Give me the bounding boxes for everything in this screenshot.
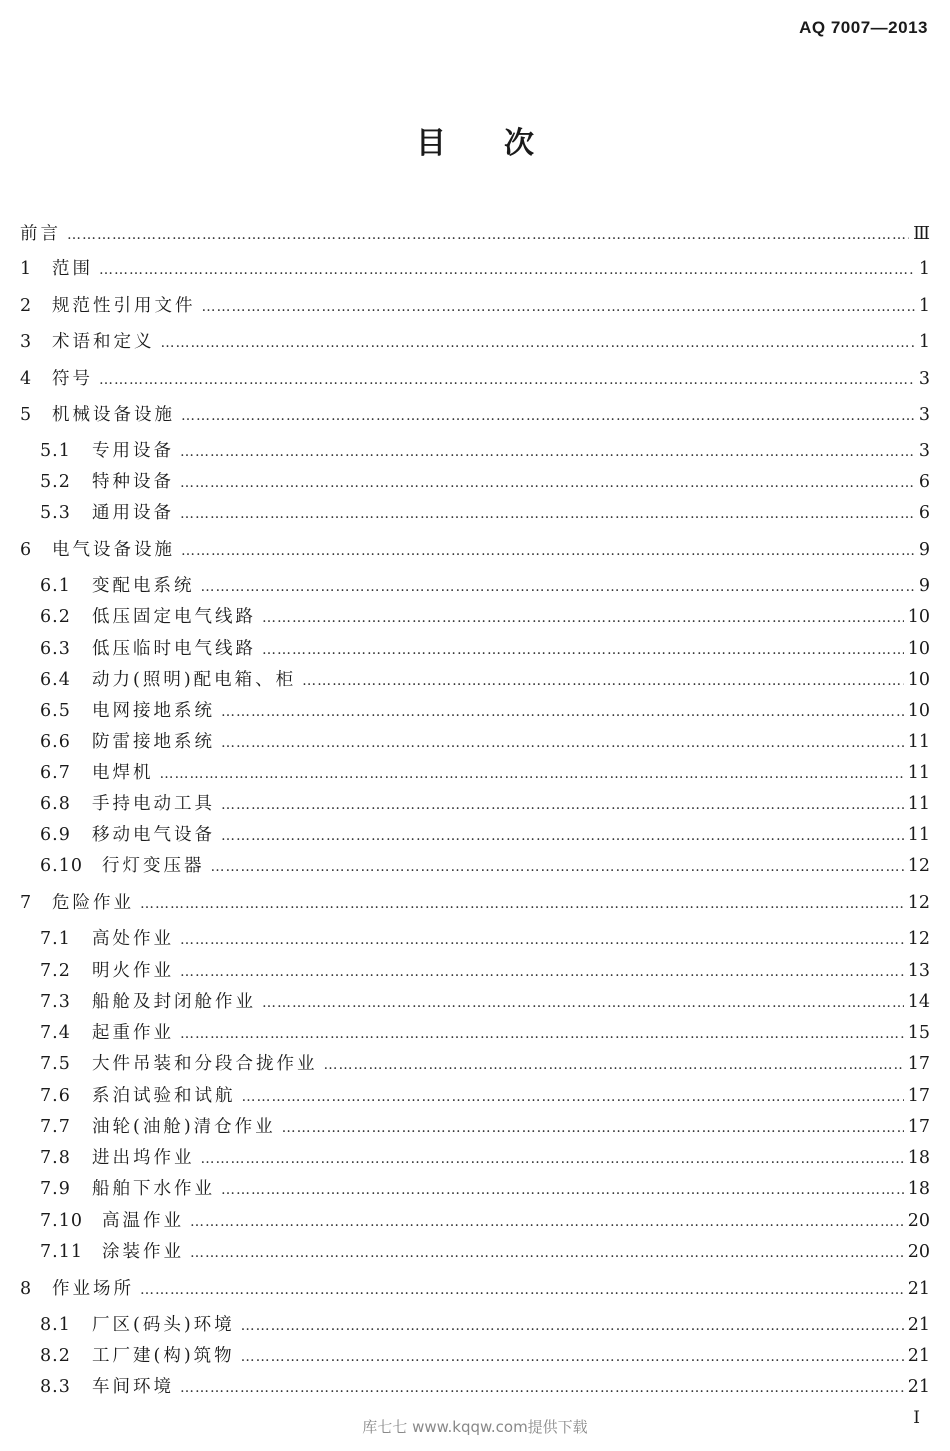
dot-leader (241, 1344, 904, 1370)
dot-leader (262, 605, 904, 631)
toc-entry-number: 8.1 (40, 1315, 71, 1335)
toc-entry-title: 大件吊装和分段合拢作业 (92, 1054, 318, 1074)
toc-entry-page: 21 (907, 1346, 930, 1366)
toc-entry-title: 机械设备设施 (52, 405, 175, 425)
toc-entry-page: 1 (918, 259, 930, 279)
toc-entry[interactable] (40, 1374, 930, 1400)
toc-entry[interactable] (40, 667, 930, 693)
toc-entry-number: 7.4 (40, 1023, 71, 1043)
toc-entry[interactable] (20, 1276, 930, 1302)
dot-leader (99, 367, 915, 393)
toc-entry-page: 6 (918, 472, 930, 492)
dot-leader (302, 668, 904, 694)
toc-entry-page: 11 (907, 732, 930, 752)
toc-entry-title: 特种设备 (92, 472, 174, 492)
dot-leader (262, 637, 904, 663)
toc-entry[interactable] (40, 1312, 930, 1338)
toc-entry-page: 10 (907, 670, 930, 690)
dot-leader (282, 1115, 904, 1141)
toc-entry[interactable] (40, 573, 930, 599)
toc-entry[interactable] (40, 989, 930, 1015)
toc-entry-title: 低压临时电气线路 (92, 639, 256, 659)
toc-entry[interactable] (40, 469, 930, 495)
toc-entry-number: 7.9 (40, 1179, 71, 1199)
toc-entry-title: 专用设备 (92, 441, 174, 461)
toc-entry[interactable] (40, 500, 930, 526)
toc-entry-page: 21 (907, 1315, 930, 1335)
dot-leader (99, 257, 915, 283)
toc-entry[interactable] (40, 853, 930, 879)
page-number: I (913, 1408, 920, 1428)
toc-entry-title: 动力(照明)配电箱、柜 (92, 670, 297, 690)
dot-leader (201, 1146, 904, 1172)
toc-entry-number: 7.3 (40, 992, 71, 1012)
dot-leader (221, 699, 904, 725)
dot-leader (180, 927, 904, 953)
toc-entry-page: 10 (907, 607, 930, 627)
dot-leader (262, 990, 904, 1016)
toc-entry-page: 12 (907, 929, 930, 949)
toc-entry-title: 范围 (52, 259, 93, 279)
dot-leader (221, 792, 904, 818)
toc-entry-page: Ⅲ (913, 224, 930, 244)
toc-entry-title: 移动电气设备 (92, 825, 215, 845)
toc-entry-page: 18 (907, 1179, 930, 1199)
toc-entry[interactable] (40, 698, 930, 724)
toc-entry-title: 防雷接地系统 (92, 732, 215, 752)
toc-entry-title: 变配电系统 (92, 576, 195, 596)
toc-entry-number: 6.2 (40, 607, 71, 627)
toc-entry[interactable] (40, 822, 930, 848)
toc-entry[interactable] (40, 1145, 930, 1171)
toc-entry-number: 2 (20, 296, 33, 316)
dot-leader (242, 1084, 904, 1110)
toc-entry[interactable] (40, 926, 930, 952)
toc-entry-page: 3 (918, 441, 930, 461)
toc-entry-number: 7.1 (40, 929, 71, 949)
toc-entry-number: 5.1 (40, 441, 71, 461)
toc-entry-title: 术语和定义 (52, 332, 155, 352)
toc-entry[interactable] (40, 958, 930, 984)
toc-entry-number: 7.10 (40, 1211, 83, 1231)
toc-entry-title: 系泊试验和试航 (92, 1086, 236, 1106)
dot-leader (140, 891, 904, 917)
toc-entry[interactable] (20, 402, 930, 428)
toc-entry[interactable] (40, 1020, 930, 1046)
toc-entry-title: 行灯变压器 (102, 856, 205, 876)
toc-entry-title: 船舱及封闭舱作业 (92, 992, 256, 1012)
toc-entry[interactable] (40, 1176, 930, 1202)
dot-leader (161, 330, 915, 356)
toc-entry-number: 6.6 (40, 732, 71, 752)
toc-entry-number: 6.5 (40, 701, 71, 721)
toc-entry[interactable] (40, 438, 930, 464)
dot-leader (190, 1209, 904, 1235)
toc-entry[interactable] (40, 729, 930, 755)
toc-entry-page: 17 (907, 1054, 930, 1074)
toc-entry-number: 5.2 (40, 472, 71, 492)
toc-entry[interactable] (20, 221, 930, 247)
toc-entry[interactable] (40, 636, 930, 662)
dot-leader (67, 222, 909, 248)
toc-entry-page: 1 (918, 296, 930, 316)
toc-entry-title: 规范性引用文件 (52, 296, 196, 316)
toc-entry[interactable] (40, 1051, 930, 1077)
toc-entry[interactable] (40, 791, 930, 817)
toc-entry-title: 油轮(油舱)清仓作业 (92, 1117, 276, 1137)
toc-entry-number: 7.2 (40, 961, 71, 981)
toc-entry-title: 符号 (52, 369, 93, 389)
standard-code: AQ 7007—2013 (799, 18, 928, 37)
toc-entry-page: 9 (918, 576, 930, 596)
toc-entry-page: 10 (907, 701, 930, 721)
toc-entry[interactable] (20, 366, 930, 392)
toc-entry-title: 船舶下水作业 (92, 1179, 215, 1199)
toc-entry-number: 6 (20, 540, 33, 560)
dot-leader (201, 574, 915, 600)
toc-entry-title: 电气设备设施 (52, 540, 175, 560)
dot-leader (241, 1313, 904, 1339)
toc-entry-number: 8.2 (40, 1346, 71, 1366)
toc-entry-page: 6 (918, 503, 930, 523)
toc-entry[interactable] (20, 329, 930, 355)
toc-entry[interactable] (20, 293, 930, 319)
dot-leader (211, 854, 904, 880)
toc-entry-number: 6.8 (40, 794, 71, 814)
toc-entry-title: 工厂建(构)筑物 (92, 1346, 235, 1366)
dot-leader (202, 294, 915, 320)
toc-entry[interactable] (40, 1343, 930, 1369)
toc-entry-title: 明火作业 (92, 961, 174, 981)
toc-entry[interactable] (40, 1239, 930, 1265)
toc-entry-number: 8 (20, 1279, 33, 1299)
toc-entry-title: 手持电动工具 (92, 794, 215, 814)
dot-leader (190, 1240, 904, 1266)
dot-leader (180, 501, 915, 527)
toc-entry-page: 11 (907, 825, 930, 845)
footer-watermark: 库七七 www.kqqw.com提供下载 (362, 1418, 588, 1436)
toc-entry-page: 20 (907, 1211, 930, 1231)
toc-entry-title: 作业场所 (52, 1279, 134, 1299)
toc-entry-number: 6.3 (40, 639, 71, 659)
toc-entry[interactable] (40, 1114, 930, 1140)
toc-entry-page: 15 (907, 1023, 930, 1043)
toc-entry-page: 21 (907, 1377, 930, 1397)
toc-entry-number: 5 (20, 405, 33, 425)
toc-entry-number: 7.11 (40, 1242, 83, 1262)
toc-entry-title: 前言 (20, 224, 61, 244)
toc-entry[interactable] (40, 604, 930, 630)
toc-entry-number: 6.7 (40, 763, 71, 783)
toc-entry-number: 7 (20, 893, 33, 913)
toc-entry-page: 3 (918, 405, 930, 425)
dot-leader (160, 761, 904, 787)
toc-entry-number: 8.3 (40, 1377, 71, 1397)
toc-entry-title: 电网接地系统 (92, 701, 215, 721)
page-title: 目次 (416, 126, 592, 161)
toc-entry-page: 21 (907, 1279, 930, 1299)
dot-leader (181, 538, 915, 564)
toc-entry-number: 6.9 (40, 825, 71, 845)
toc-entry-page: 11 (907, 794, 930, 814)
toc-entry-number: 7.6 (40, 1086, 71, 1106)
toc-entry-title: 通用设备 (92, 503, 174, 523)
toc-entry-title: 起重作业 (92, 1023, 174, 1043)
toc-entry-page: 17 (907, 1086, 930, 1106)
toc-entry-page: 3 (918, 369, 930, 389)
toc-entry-page: 18 (907, 1148, 930, 1168)
toc-entry-page: 1 (918, 332, 930, 352)
toc-entry-page: 14 (907, 992, 930, 1012)
toc-entry-number: 5.3 (40, 503, 71, 523)
toc-entry-page: 9 (918, 540, 930, 560)
toc-entry-page: 12 (907, 893, 930, 913)
toc-entry-number: 7.5 (40, 1054, 71, 1074)
dot-leader (181, 403, 915, 429)
toc-entry[interactable] (20, 537, 930, 563)
toc-entry-title: 涂装作业 (102, 1242, 184, 1262)
toc-entry-number: 7.8 (40, 1148, 71, 1168)
toc-entry-page: 20 (907, 1242, 930, 1262)
toc-entry-number: 1 (20, 259, 33, 279)
toc-entry[interactable] (40, 760, 930, 786)
toc-entry-number: 3 (20, 332, 33, 352)
dot-leader (180, 470, 915, 496)
dot-leader (180, 959, 904, 985)
toc-entry-title: 低压固定电气线路 (92, 607, 256, 627)
toc-entry-number: 6.4 (40, 670, 71, 690)
toc-entry[interactable] (40, 1083, 930, 1109)
toc-entry-page: 12 (907, 856, 930, 876)
toc-entry[interactable] (40, 1208, 930, 1234)
dot-leader (221, 823, 904, 849)
toc-entry-page: 13 (907, 961, 930, 981)
dot-leader (180, 1021, 904, 1047)
dot-leader (180, 1375, 904, 1401)
toc-entry-title: 电焊机 (92, 763, 154, 783)
toc-entry-title: 车间环境 (92, 1377, 174, 1397)
toc-entry[interactable] (20, 256, 930, 282)
toc-entry-number: 4 (20, 369, 33, 389)
toc-entry-page: 11 (907, 763, 930, 783)
toc-entry-title: 进出坞作业 (92, 1148, 195, 1168)
toc-entry-title: 高温作业 (102, 1211, 184, 1231)
toc-entry-page: 10 (907, 639, 930, 659)
dot-leader (140, 1277, 904, 1303)
toc-entry-title: 危险作业 (52, 893, 134, 913)
toc-entry-title: 厂区(码头)环境 (92, 1315, 235, 1335)
dot-leader (180, 439, 915, 465)
dot-leader (221, 1177, 904, 1203)
toc-entry-title: 高处作业 (92, 929, 174, 949)
toc-entry-number: 7.7 (40, 1117, 71, 1137)
toc-entry-page: 17 (907, 1117, 930, 1137)
toc-entry-number: 6.10 (40, 856, 83, 876)
toc-entry-number: 6.1 (40, 576, 71, 596)
dot-leader (221, 730, 904, 756)
toc-entry[interactable] (20, 890, 930, 916)
dot-leader (324, 1052, 904, 1078)
